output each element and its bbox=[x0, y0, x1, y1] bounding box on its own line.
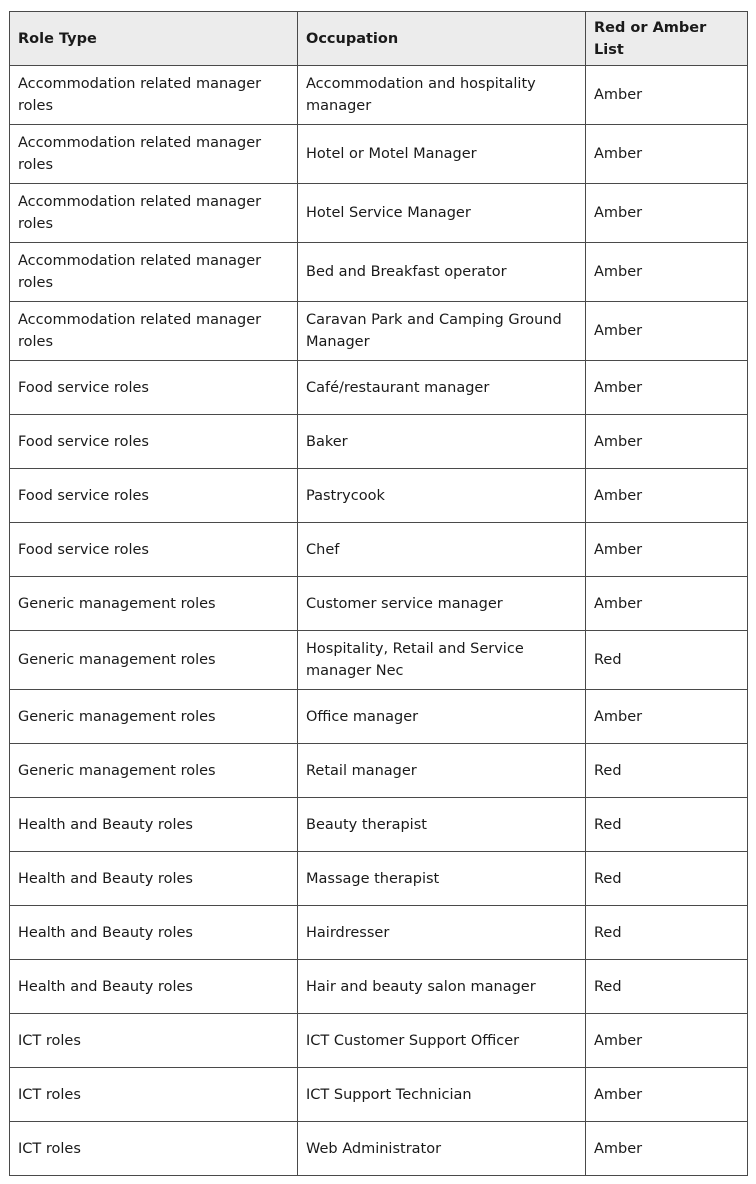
cell-occupation: Hotel Service Manager bbox=[298, 184, 586, 243]
cell-occupation: ICT Customer Support Officer bbox=[298, 1014, 586, 1068]
cell-role-type: ICT roles bbox=[10, 1014, 298, 1068]
cell-list-status: Amber bbox=[586, 302, 748, 361]
table-row bbox=[10, 1014, 748, 1068]
cell-role-type: Accommodation related manager roles bbox=[10, 302, 298, 361]
cell-list-status: Red bbox=[586, 798, 748, 852]
cell-list-status: Amber bbox=[586, 1068, 748, 1122]
cell-list-status: Red bbox=[586, 631, 748, 690]
table-row bbox=[10, 361, 748, 415]
cell-role-type: Health and Beauty roles bbox=[10, 960, 298, 1014]
occupation-table bbox=[9, 11, 748, 1176]
cell-role-type: Accommodation related manager roles bbox=[10, 125, 298, 184]
cell-role-type: Food service roles bbox=[10, 415, 298, 469]
header-row bbox=[10, 12, 748, 66]
cell-occupation: Bed and Breakfast operator bbox=[298, 243, 586, 302]
table-row bbox=[10, 469, 748, 523]
table-row bbox=[10, 960, 748, 1014]
cell-role-type: ICT roles bbox=[10, 1122, 298, 1176]
table-row bbox=[10, 243, 748, 302]
table-row bbox=[10, 184, 748, 243]
cell-list-status: Amber bbox=[586, 243, 748, 302]
table-header bbox=[10, 12, 748, 66]
cell-role-type: Generic management roles bbox=[10, 631, 298, 690]
cell-role-type: Accommodation related manager roles bbox=[10, 184, 298, 243]
table-row bbox=[10, 415, 748, 469]
header-occupation: Occupation bbox=[298, 12, 586, 66]
cell-occupation: Café/restaurant manager bbox=[298, 361, 586, 415]
cell-occupation: Accommodation and hospitality manager bbox=[298, 66, 586, 125]
table-row bbox=[10, 690, 748, 744]
table-row bbox=[10, 798, 748, 852]
cell-list-status: Amber bbox=[586, 125, 748, 184]
cell-role-type: Health and Beauty roles bbox=[10, 906, 298, 960]
table-row bbox=[10, 906, 748, 960]
table-row bbox=[10, 744, 748, 798]
cell-list-status: Red bbox=[586, 852, 748, 906]
cell-occupation: Baker bbox=[298, 415, 586, 469]
cell-occupation: Customer service manager bbox=[298, 577, 586, 631]
cell-role-type: Health and Beauty roles bbox=[10, 852, 298, 906]
cell-role-type: Accommodation related manager roles bbox=[10, 66, 298, 125]
table-row bbox=[10, 631, 748, 690]
cell-occupation: Massage therapist bbox=[298, 852, 586, 906]
table-row bbox=[10, 302, 748, 361]
cell-list-status: Amber bbox=[586, 690, 748, 744]
table-row bbox=[10, 66, 748, 125]
cell-list-status: Red bbox=[586, 960, 748, 1014]
cell-role-type: Health and Beauty roles bbox=[10, 798, 298, 852]
cell-list-status: Amber bbox=[586, 415, 748, 469]
cell-occupation: Hospitality, Retail and Service manager Nec bbox=[298, 631, 586, 690]
occupation-table-container bbox=[9, 11, 747, 1176]
cell-occupation: Hairdresser bbox=[298, 906, 586, 960]
table-row bbox=[10, 1068, 748, 1122]
cell-occupation: Retail manager bbox=[298, 744, 586, 798]
header-role-type: Role Type bbox=[10, 12, 298, 66]
table-body bbox=[10, 66, 748, 1176]
cell-role-type: Food service roles bbox=[10, 523, 298, 577]
cell-occupation: Hair and beauty salon manager bbox=[298, 960, 586, 1014]
table-row bbox=[10, 577, 748, 631]
table-row bbox=[10, 523, 748, 577]
cell-role-type: Generic management roles bbox=[10, 744, 298, 798]
cell-list-status: Amber bbox=[586, 469, 748, 523]
cell-list-status: Red bbox=[586, 744, 748, 798]
cell-occupation: ICT Support Technician bbox=[298, 1068, 586, 1122]
table-row bbox=[10, 125, 748, 184]
cell-list-status: Amber bbox=[586, 1014, 748, 1068]
cell-occupation: Office manager bbox=[298, 690, 586, 744]
cell-occupation: Chef bbox=[298, 523, 586, 577]
cell-occupation: Pastrycook bbox=[298, 469, 586, 523]
cell-list-status: Amber bbox=[586, 361, 748, 415]
cell-list-status: Amber bbox=[586, 184, 748, 243]
cell-role-type: Generic management roles bbox=[10, 690, 298, 744]
cell-occupation: Web Administrator bbox=[298, 1122, 586, 1176]
cell-occupation: Caravan Park and Camping Ground Manager bbox=[298, 302, 586, 361]
cell-occupation: Hotel or Motel Manager bbox=[298, 125, 586, 184]
cell-list-status: Amber bbox=[586, 523, 748, 577]
table-row bbox=[10, 1122, 748, 1176]
header-red-or-amber-list: Red or Amber List bbox=[586, 12, 748, 66]
cell-role-type: Food service roles bbox=[10, 469, 298, 523]
cell-role-type: Generic management roles bbox=[10, 577, 298, 631]
cell-role-type: Accommodation related manager roles bbox=[10, 243, 298, 302]
cell-list-status: Amber bbox=[586, 66, 748, 125]
cell-role-type: ICT roles bbox=[10, 1068, 298, 1122]
cell-occupation: Beauty therapist bbox=[298, 798, 586, 852]
cell-role-type: Food service roles bbox=[10, 361, 298, 415]
cell-list-status: Red bbox=[586, 906, 748, 960]
cell-list-status: Amber bbox=[586, 1122, 748, 1176]
table-row bbox=[10, 852, 748, 906]
cell-list-status: Amber bbox=[586, 577, 748, 631]
